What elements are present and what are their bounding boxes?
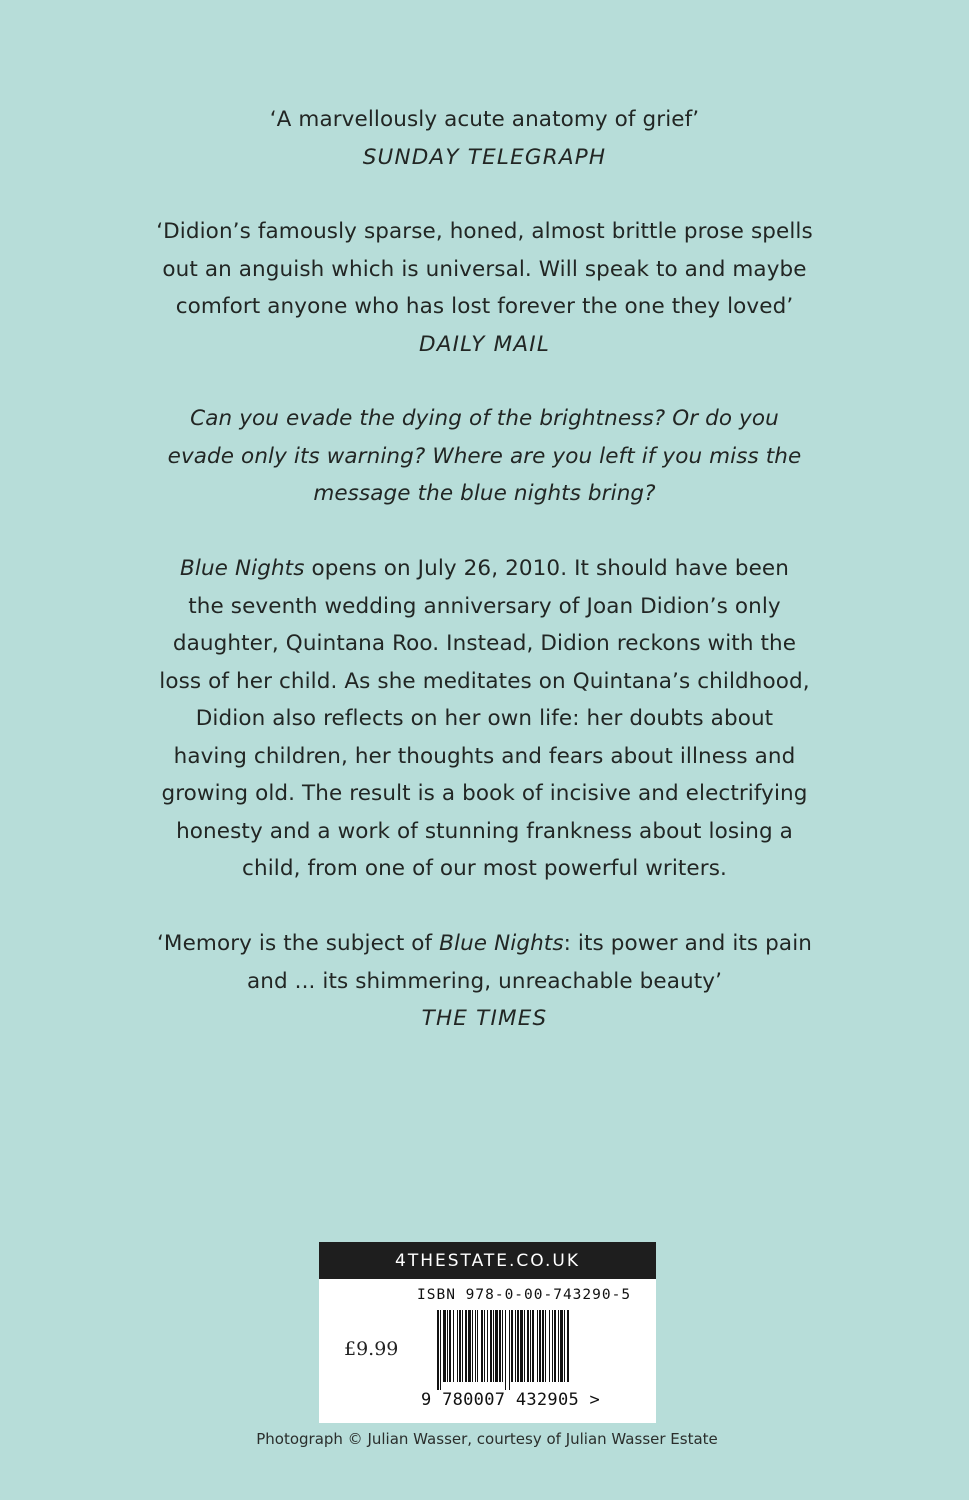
barcode-bar <box>532 1310 534 1382</box>
blurb-line: the seventh wedding anniversary of Joan Didion’s only <box>188 593 781 619</box>
barcode-bar <box>511 1310 513 1382</box>
quote-text-line: out an anguish which is universal. Will speak to and maybe <box>162 256 807 282</box>
barcode-bar <box>517 1310 519 1382</box>
barcode-bar <box>475 1310 476 1382</box>
barcode-bar <box>554 1310 556 1382</box>
barcode-bar <box>468 1310 471 1382</box>
barcode-bar <box>440 1310 441 1390</box>
blurb-line: honesty and a work of stunning frankness about losing a <box>176 818 793 844</box>
barcode-bars <box>437 1310 637 1392</box>
quote-source: DAILY MAIL <box>418 331 551 357</box>
publisher-website: 4THESTATE.CO.UK <box>319 1242 656 1279</box>
barcode-box <box>319 1242 656 1423</box>
barcode-bar <box>567 1310 569 1382</box>
barcode-bar <box>499 1310 501 1382</box>
book-blurb <box>0 550 969 888</box>
barcode-bar <box>552 1310 553 1382</box>
blurb-line <box>0 550 969 588</box>
quote-the-times <box>0 925 969 1038</box>
quote-text: ‘Memory is the subject of <box>157 931 440 956</box>
blurb-line: child, from one of our most powerful writers. <box>242 856 727 881</box>
barcode-bar <box>505 1310 506 1390</box>
barcode-bar <box>530 1310 531 1382</box>
barcode-bar <box>443 1310 446 1382</box>
barcode-bar <box>545 1310 546 1382</box>
barcode-bar <box>477 1310 478 1382</box>
barcode-bar <box>495 1310 498 1382</box>
barcode-bar <box>453 1310 454 1382</box>
barcode-bar <box>509 1310 510 1390</box>
blurb-line: daughter, Quintana Roo. Instead, Didion reckons with the <box>172 631 797 656</box>
quote-source: THE TIMES <box>421 1006 548 1031</box>
barcode-bar <box>487 1310 488 1382</box>
barcode-bar <box>457 1310 458 1382</box>
barcode-bar <box>537 1310 538 1382</box>
price: £9.99 <box>344 1338 399 1360</box>
excerpt-line: evade only its warning? Where are you left if you miss the <box>167 443 802 469</box>
quote-source: SUNDAY TELEGRAPH <box>362 144 607 170</box>
barcode-bar <box>502 1310 503 1382</box>
barcode-bar <box>542 1310 544 1382</box>
barcode-bar <box>437 1310 439 1390</box>
barcode-bar <box>459 1310 461 1382</box>
quote-text-line: and ... its shimmering, unreachable beauty’ <box>246 968 723 994</box>
quote-text: : its power and its pain <box>563 931 812 956</box>
barcode-bar <box>564 1310 565 1382</box>
barcode-bar <box>549 1310 550 1382</box>
barcode-bar <box>493 1310 494 1382</box>
quote-text-line: comfort anyone who has lost forever the one they loved’ <box>175 294 794 319</box>
barcode-bar <box>465 1310 467 1382</box>
barcode-bar <box>560 1310 563 1382</box>
blurb-line: having children, her thoughts and fears about illness and <box>173 743 796 769</box>
quote-text-line <box>0 925 969 963</box>
barcode-bar <box>462 1310 463 1382</box>
excerpt <box>0 400 969 513</box>
barcode-bar <box>481 1310 483 1382</box>
barcode-bar <box>472 1310 473 1382</box>
blurb-line: loss of her child. As she meditates on Quintana’s childhood, <box>159 668 810 694</box>
excerpt-line: Can you evade the dying of the brightness? Or do you <box>190 406 779 431</box>
quote-daily-mail <box>0 213 969 363</box>
blurb-text: opens on July 26, 2010. It should have been <box>304 556 789 581</box>
barcode-bar <box>515 1310 516 1382</box>
barcode-digits: 9 780007 432905 > <box>421 1390 601 1410</box>
barcode-bar <box>484 1310 485 1382</box>
quote-text-line: ‘Didion’s famously sparse, honed, almost brittle prose spells <box>156 219 813 244</box>
photo-credit: Photograph © Julian Wasser, courtesy of Julian Wasser Estate <box>256 1430 718 1448</box>
barcode-bar <box>449 1310 451 1382</box>
blurb-line: Didion also reflects on her own life: her doubts about <box>195 706 774 731</box>
quote-sunday-telegraph <box>0 101 969 176</box>
blurb-line: growing old. The result is a book of incisive and electrifying <box>161 781 808 806</box>
barcode-bar <box>558 1310 559 1382</box>
barcode-bar <box>539 1310 541 1382</box>
barcode-bar <box>520 1310 523 1382</box>
excerpt-line: message the blue nights bring? <box>313 481 656 506</box>
barcode-bar <box>490 1310 492 1382</box>
book-title: Blue Nights <box>439 931 564 956</box>
barcode-bar <box>524 1310 525 1382</box>
quote-text-line: ‘A marvellously acute anatomy of grief’ <box>269 107 700 132</box>
barcode-bar <box>527 1310 529 1382</box>
book-title: Blue Nights <box>180 556 305 581</box>
isbn-label: ISBN 978-0-00-743290-5 <box>417 1287 632 1303</box>
barcode-bar <box>447 1310 448 1382</box>
